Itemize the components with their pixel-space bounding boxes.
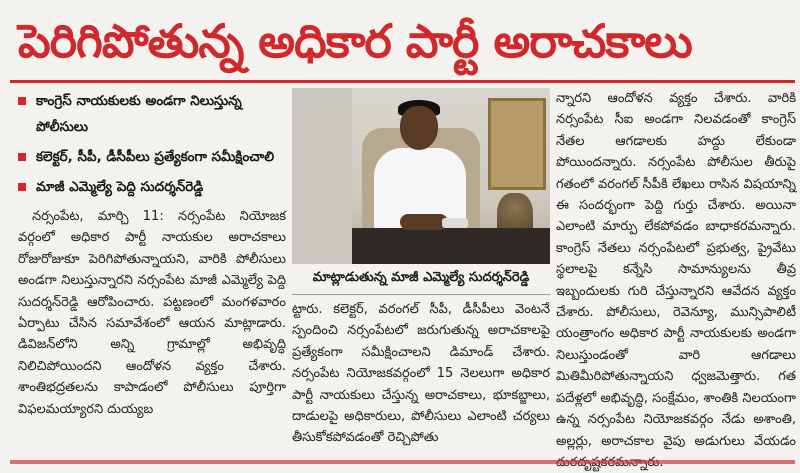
article-text-column-2: ట్టారు. కలెక్టర్, వరంగల్ సీపీ, డీసీపీలు వెంటనే స్పందించి నర్సంపేటలో జరుగుతున్న అరాచకాలపై ప్రత్యేకంగా సమీక్షించాలని డిమాండ్ చేశారు. నర్సంపేట నియోజకవర్గంలో 15 నెలలుగా అధికార పార్టీ నాయకులు చేస్తున్న అరాచకాలు, భూకబ్జాలు, దాడులపై అధికారులు, పోలీసులు ఎలాంటి చర్యలు తీసుకోకపోవడంతో రెచ్చిపోతు [292, 302, 550, 446]
highlight-item: కలెక్టర్, సీపీ, డీసీపీలు ప్రత్యేకంగా సమీక్షించాలి [18, 144, 286, 170]
article-text-column-3: న్నారని ఆందోళన వ్యక్తం చేశారు. వారికి నర్సంపేట సీఐ అండగా నిలవడంతో కాంగ్రెస్ నేతల ఆగడాలకు హద్దు లేకుండా పోయిందన్నారు. నర్సంపేట పోలీసుల తీరుపై గతంలో వరంగల్ సీపీకి లేఖలు రాసిన విషయాన్ని ఈ సందర్భంగా పెద్ది గుర్తు చేశారు. అయినా ఎలాంటి మార్పు లేకపోవడం బాధాకరమన్నారు. కాంగ్రెస్ నేతలు నర్సంపేటలో ప్రభుత్వ, ప్రైవేటు స్థలాలపై కన్నేసి సామాన్యులను తీవ్ర ఇబ్బందులకు గురి చేస్తున్నారని ఆవేదన వ్యక్తం చేశారు. పోలీసులు, రెవెన్యూ, మున్సిపాలిటీ యంత్రాంగం అధికార పార్టీ నాయకులకు అండగా నిలుస్తుండంతో వారి ఆగడాలు మితిమీరిపోతున్నాయని ధ్వజమెత్తారు. గత పదేళ్లలో అభివృద్ధి, సంక్షేమం, శాంతికి నిలయంగా ఉన్న నర్సంపేట నియోజకవర్గం నేడు అశాంతి, అల్లర్లు, అరాచకాల వైపు అడుగులు వేయడం [556, 91, 796, 449]
highlight-item: మాజీ ఎమ్మెల్యే పెద్ది సుదర్శన్‌రెడ్డి [18, 174, 286, 200]
bullet-square-icon [18, 97, 26, 105]
highlight-item: కాంగ్రెస్ నాయకులకు అండగా నిలుస్తున్న పోలీసులు [18, 88, 286, 140]
photo-caption: మాట్లాడుతున్న మాజీ ఎమ్మెల్యే సుదర్శన్‌రెడ్డి [292, 264, 550, 295]
headline-area [0, 0, 800, 82]
column-1 [18, 88, 286, 454]
headline-rule [10, 80, 795, 83]
bullet-square-icon [18, 183, 26, 191]
article-photo [292, 88, 550, 264]
bottom-rule [10, 460, 795, 464]
headline: పెరిగిపోతున్న అధికార పార్టీ అరాచకాలు [18, 14, 692, 68]
article-text-column-1: నర్సంపేట, మార్చి 11: నర్సంపేట నియోజక వర్గంలో అధికార పార్టీ నాయకుల అరాచకాలు రోజురోజుకూ పెరిగిపోతున్నాయని, వారికి పోలీసులు అండగా నిలుస్తున్నారని నర్సంపేట మాజీ ఎమ్మెల్యే పెద్ది సుదర్శన్‌రెడ్డి ఆరోపించారు. పట్టణంలో మంగళవారం ఏర్పాటు చేసిన సమావేశంలో ఆయన మాట్లాడారు. డివిజన్‌లోని అన్ని గ్రామాల్లో అభివృద్ధి నిలిచిపోయిందని ఆందోళన వ్యక్తం చేశారు. శాంతిభద్రతలను కాపాడంలో పోలీసులు పూర్తిగా విఫలమయ్యారని దుయ్యబ [18, 209, 286, 417]
bullet-square-icon [18, 153, 26, 161]
column-2 [292, 88, 550, 454]
highlights-list [18, 88, 286, 200]
column-3 [556, 88, 796, 454]
